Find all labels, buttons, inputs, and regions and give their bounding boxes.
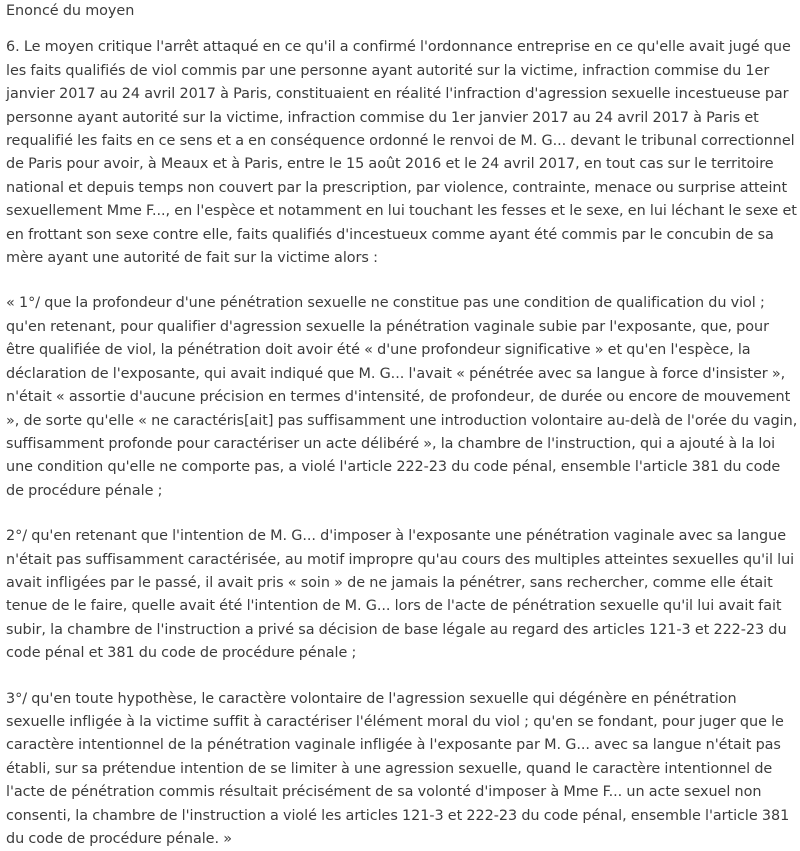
paragraph-moyen: 6. Le moyen critique l'arrêt attaqué en ce qu'il a confirmé l'ordonnance entreprise en ce qu'elle avait jugé que les faits qualifiés de viol commis par une personne ayant autorité sur la victime, infraction commise du 1er janvier 2017 au 24 avril 2017 à Paris, constituaient en réalité l'infraction d'agression sexuelle incestueuse par personne ayant autorité sur la victime, infraction commise du 1er janvier 2017 au 24 avril 2017 à Paris et requalifié les faits en ce sens et a en conséquence ordonné le renvoi de M. G... devant le tribunal correctionnel de Paris pour avoir, à Meaux et à Paris, entre le 15 août 2016 et le 24 avril 2017, en tout cas sur le territoire national et depuis temps non couvert par la prescription, par violence, contrainte, menace ou surprise atteint sexuellement Mme F..., en l'espèce et notamment en lui touchant les fesses et le sexe, en lui léchant le sexe et en frottant son sexe contre elle, faits qualifiés d'incestueux comme ayant été commis par le concubin de sa mère ayant une autorité de fait sur la victime alors : — [6, 39, 797, 267]
document-body — [6, 0, 798, 851]
paragraph-branch-3: 3°/ qu'en toute hypothèse, le caractère volontaire de l'agression sexuelle qui dégénère en pénétration sexuelle infligée à la victime suffit à caractériser l'élément moral du viol ; qu'en se fondant, pour juger que le caractère intentionnel de la pénétration vaginale infligée à l'exposante par M. G... avec sa langue n'était pas établi, sur sa prétendue intention de se limiter à une agression sexuelle, quand le caractère intentionnel de l'acte de pénétration commis résultait précisément de sa volonté d'imposer à Mme F... un acte sexuel non consenti, la chambre de l'instruction a violé les articles 121-3 et 222-23 du code pénal, ensemble l'article 381 du code de procédure pénale. » — [6, 690, 790, 847]
paragraph-branch-2: 2°/ qu'en retenant que l'intention de M. G... d'imposer à l'exposante une pénétration vaginale avec sa langue n'était pas suffisamment caractérisée, au motif impropre qu'au cours des multiples atteintes sexuelles qu'il lui avait infligées par le passé, il avait pris « soin » de ne jamais la pénétrer, sans rechercher, comme elle était tenue de le faire, quelle avait été l'intention de M. G... lors de l'acte de pénétration sexuelle qu'il lui avait fait subir, la chambre de l'instruction a privé sa décision de base légale au regard des articles 121-3 et 222-23 du code pénal et 381 du code de procédure pénale ; — [6, 528, 795, 662]
section-heading: Enoncé du moyen — [6, 3, 135, 19]
paragraph-branch-1: « 1°/ que la profondeur d'une pénétration sexuelle ne constitue pas une condition de qualification du viol ; qu'en retenant, pour qualifier d'agression sexuelle la pénétration vaginale subie par l'exposante, que, pour être qualifiée de viol, la pénétration doit avoir été « d'une profondeur significative » et qu'en l'espèce, la déclaration de l'exposante, qui avait indiqué que M. G... l'avait « pénétrée avec sa langue à force d'insister », n'était « assortie d'aucune précision en termes d'intensité, de profondeur, de durée ou encore de mouvement », de sorte qu'elle « ne caractéris[ait] pas suffisamment une introduction volontaire au-delà de l'orée du vagin, suffisamment profonde pour caractériser un acte délibéré », la chambre de l'instruction, qui a ajouté à la loi une condition qu'elle ne comporte pas, a violé l'article 222-23 du code pénal, ensemble l'article 381 du code de procédure pénale ; — [6, 295, 798, 499]
